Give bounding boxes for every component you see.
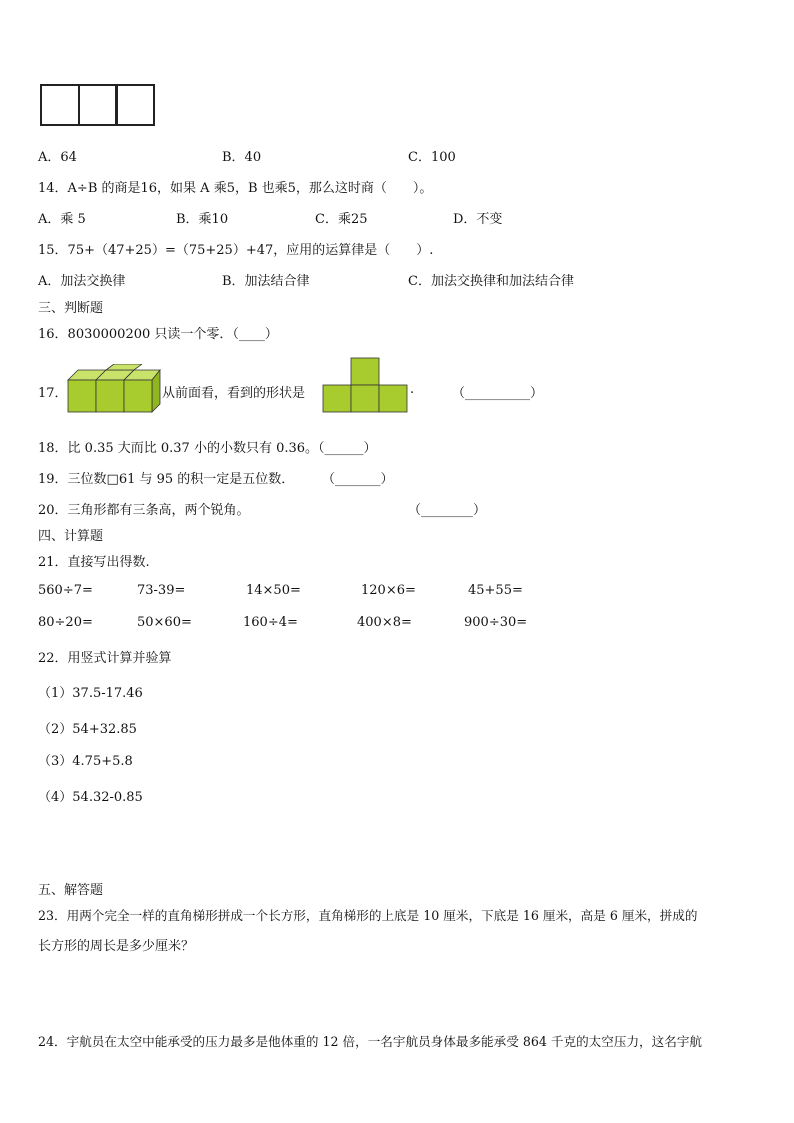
section-heading-word-problems: 五、解答题 xyxy=(38,883,104,898)
cube-stack-figure xyxy=(66,364,162,416)
q14-option-a: A．乘 5 xyxy=(38,212,86,227)
q23-question-line1: 23．用两个完全一样的直角梯形拼成一个长方形，直角梯形的上底是 10 厘米，下底是 16 厘米，高是 6 厘米，拼成的 xyxy=(38,908,698,923)
q16-question: 16．8030000200 只读一个零．（____） xyxy=(38,327,278,342)
square xyxy=(78,84,118,126)
q21-item: 560÷7= xyxy=(38,583,93,598)
q18-question: 18．比 0.35 大而比 0.37 小的小数只有 0.36。（______） xyxy=(38,441,377,456)
q15-question: 15．75+（47+25）=（75+25）+47，应用的运算律是（ ）. xyxy=(38,243,434,258)
q19-answer-blank: （_______） xyxy=(322,472,394,487)
q14-question: 14．A÷B 的商是16，如果 A 乘5，B 也乘5，那么这时商（ ）。 xyxy=(38,181,433,196)
section-heading-calculation: 四、计算题 xyxy=(38,529,104,544)
q15-option-b: B．加法结合律 xyxy=(222,274,310,289)
q13-option-b: B．40 xyxy=(222,150,262,165)
q21-item: 50×60= xyxy=(137,615,192,630)
q13-option-c: C．100 xyxy=(408,150,456,165)
q17-question: 从前面看，看到的形状是 xyxy=(162,386,306,401)
three-squares-figure xyxy=(40,84,162,128)
q21-item: 45+55= xyxy=(468,583,523,598)
q22-item-4: （4）54.32-0.85 xyxy=(38,790,143,805)
q14-option-d: D．不变 xyxy=(453,212,503,227)
q17-number: 17． xyxy=(38,386,68,401)
q14-option-b: B．乘10 xyxy=(176,212,229,227)
q21-item: 120×6= xyxy=(361,583,416,598)
q21-item: 400×8= xyxy=(357,615,412,630)
q22-item-3: （3）4.75+5.8 xyxy=(38,754,133,769)
q21-item: 14×50= xyxy=(246,583,301,598)
q21-item: 73-39= xyxy=(137,583,186,598)
square xyxy=(40,84,80,126)
q17-period: . xyxy=(410,382,415,397)
q24-question: 24．宇航员在太空中能承受的压力最多是他体重的 12 倍，一名宇航员身体最多能承受 864 千克的太空压力，这名宇航 xyxy=(38,1034,703,1049)
q23-question-line2: 长方形的周长是多少厘米？ xyxy=(38,939,195,954)
q22-item-2: （2）54+32.85 xyxy=(38,722,137,737)
q14-option-c: C．乘25 xyxy=(315,212,368,227)
q21-item: 80÷20= xyxy=(38,615,93,630)
q15-option-a: A．加法交换律 xyxy=(38,274,126,289)
front-view-figure xyxy=(322,357,408,413)
square xyxy=(115,84,155,126)
q21-question: 21．直接写出得数. xyxy=(38,555,150,570)
q17-answer-blank: （__________） xyxy=(452,386,544,401)
q15-option-c: C．加法交换律和加法结合律 xyxy=(408,274,574,289)
q20-answer-blank: （________） xyxy=(408,503,487,518)
q22-question: 22．用竖式计算并验算 xyxy=(38,651,172,666)
q22-item-1: （1）37.5-17.46 xyxy=(38,686,143,701)
q21-item: 900÷30= xyxy=(464,615,528,630)
section-heading-judgement: 三、判断题 xyxy=(38,301,104,316)
q13-option-a: A．64 xyxy=(38,150,77,165)
q21-item: 160÷4= xyxy=(243,615,298,630)
q19-question: 19．三位数□61 与 95 的积一定是五位数． xyxy=(38,472,295,487)
q20-question: 20．三角形都有三条高，两个锐角。 xyxy=(38,503,250,518)
